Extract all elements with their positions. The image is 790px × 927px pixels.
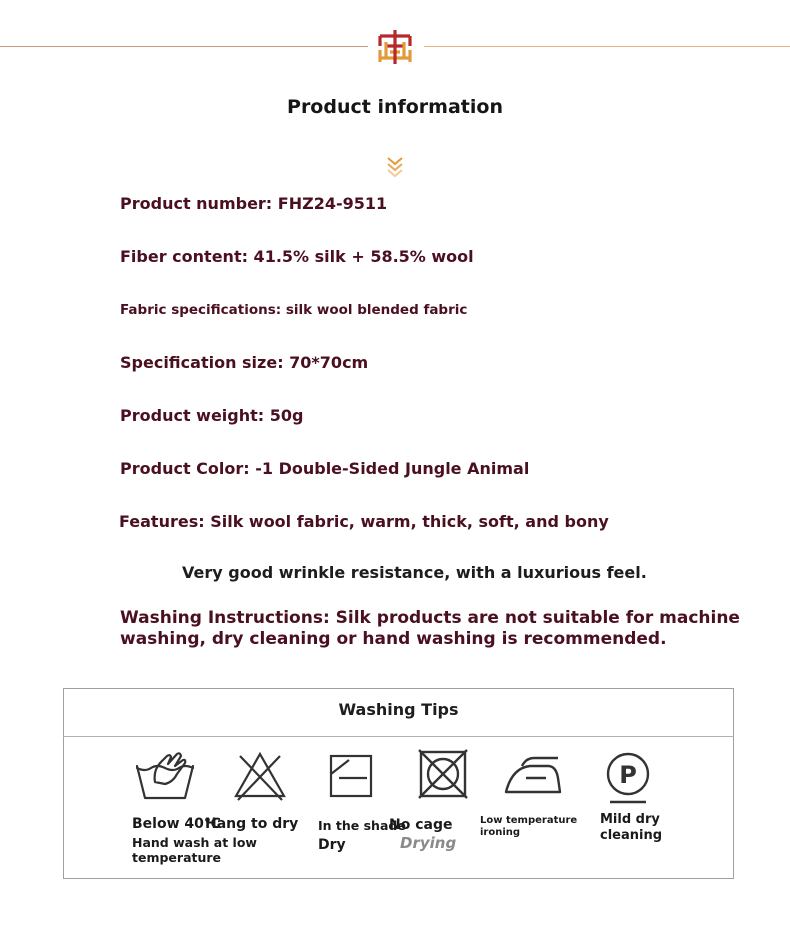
no-tumble-dry-icon bbox=[411, 748, 475, 804]
header-rule-left bbox=[0, 46, 368, 47]
dry-clean-icon bbox=[596, 750, 660, 806]
product-color: Product Color: -1 Double-Sided Jungle Animal bbox=[120, 459, 530, 478]
shade-dry-label-2: Dry bbox=[318, 837, 346, 853]
product-number: Product number: FHZ24-9511 bbox=[120, 194, 388, 213]
fabric-specifications: Fabric specifications: silk wool blended fabric bbox=[120, 302, 468, 318]
features-note: Very good wrinkle resistance, with a luxurious feel. bbox=[182, 563, 647, 582]
low-iron-label-2: ironing bbox=[480, 827, 521, 838]
svg-text:P: P bbox=[619, 761, 637, 789]
washing-tips-divider bbox=[63, 736, 734, 737]
brand-logo-icon bbox=[376, 28, 414, 66]
hand-wash-label-1: Below 40℃ bbox=[132, 816, 221, 832]
no-hang-icon bbox=[228, 750, 292, 806]
no-cage-label-1: No cage bbox=[389, 817, 453, 833]
low-iron-icon bbox=[500, 750, 564, 806]
fiber-content: Fiber content: 41.5% silk + 58.5% wool bbox=[120, 247, 474, 266]
shade-dry-icon bbox=[319, 750, 383, 806]
specification-size: Specification size: 70*70cm bbox=[120, 353, 369, 372]
product-features: Features: Silk wool fabric, warm, thick, soft, and bony bbox=[119, 512, 609, 531]
washing-instructions: Washing Instructions: Silk products are not suitable for machine washing, dry cleaning or hand washing is recommended. bbox=[120, 608, 740, 649]
product-weight: Product weight: 50g bbox=[120, 406, 304, 425]
hang-dry-label: Hang to dry bbox=[205, 816, 299, 832]
shade-dry-label-1: In the shade bbox=[318, 818, 406, 833]
hand-wash-label-2: Hand wash at low bbox=[132, 835, 257, 850]
washing-tips-title: Washing Tips bbox=[338, 700, 459, 719]
dry-clean-label-2: cleaning bbox=[600, 828, 663, 843]
chevron-down-icon bbox=[383, 155, 407, 179]
no-cage-label-2: Drying bbox=[400, 834, 457, 852]
page-title: Product information bbox=[287, 96, 503, 118]
hand-wash-label-3: temperature bbox=[132, 850, 222, 865]
dry-clean-label-1: Mild dry bbox=[600, 812, 660, 827]
low-iron-label-1: Low temperature bbox=[480, 815, 578, 826]
hand-wash-icon bbox=[133, 748, 197, 804]
header-rule-right bbox=[424, 46, 790, 47]
